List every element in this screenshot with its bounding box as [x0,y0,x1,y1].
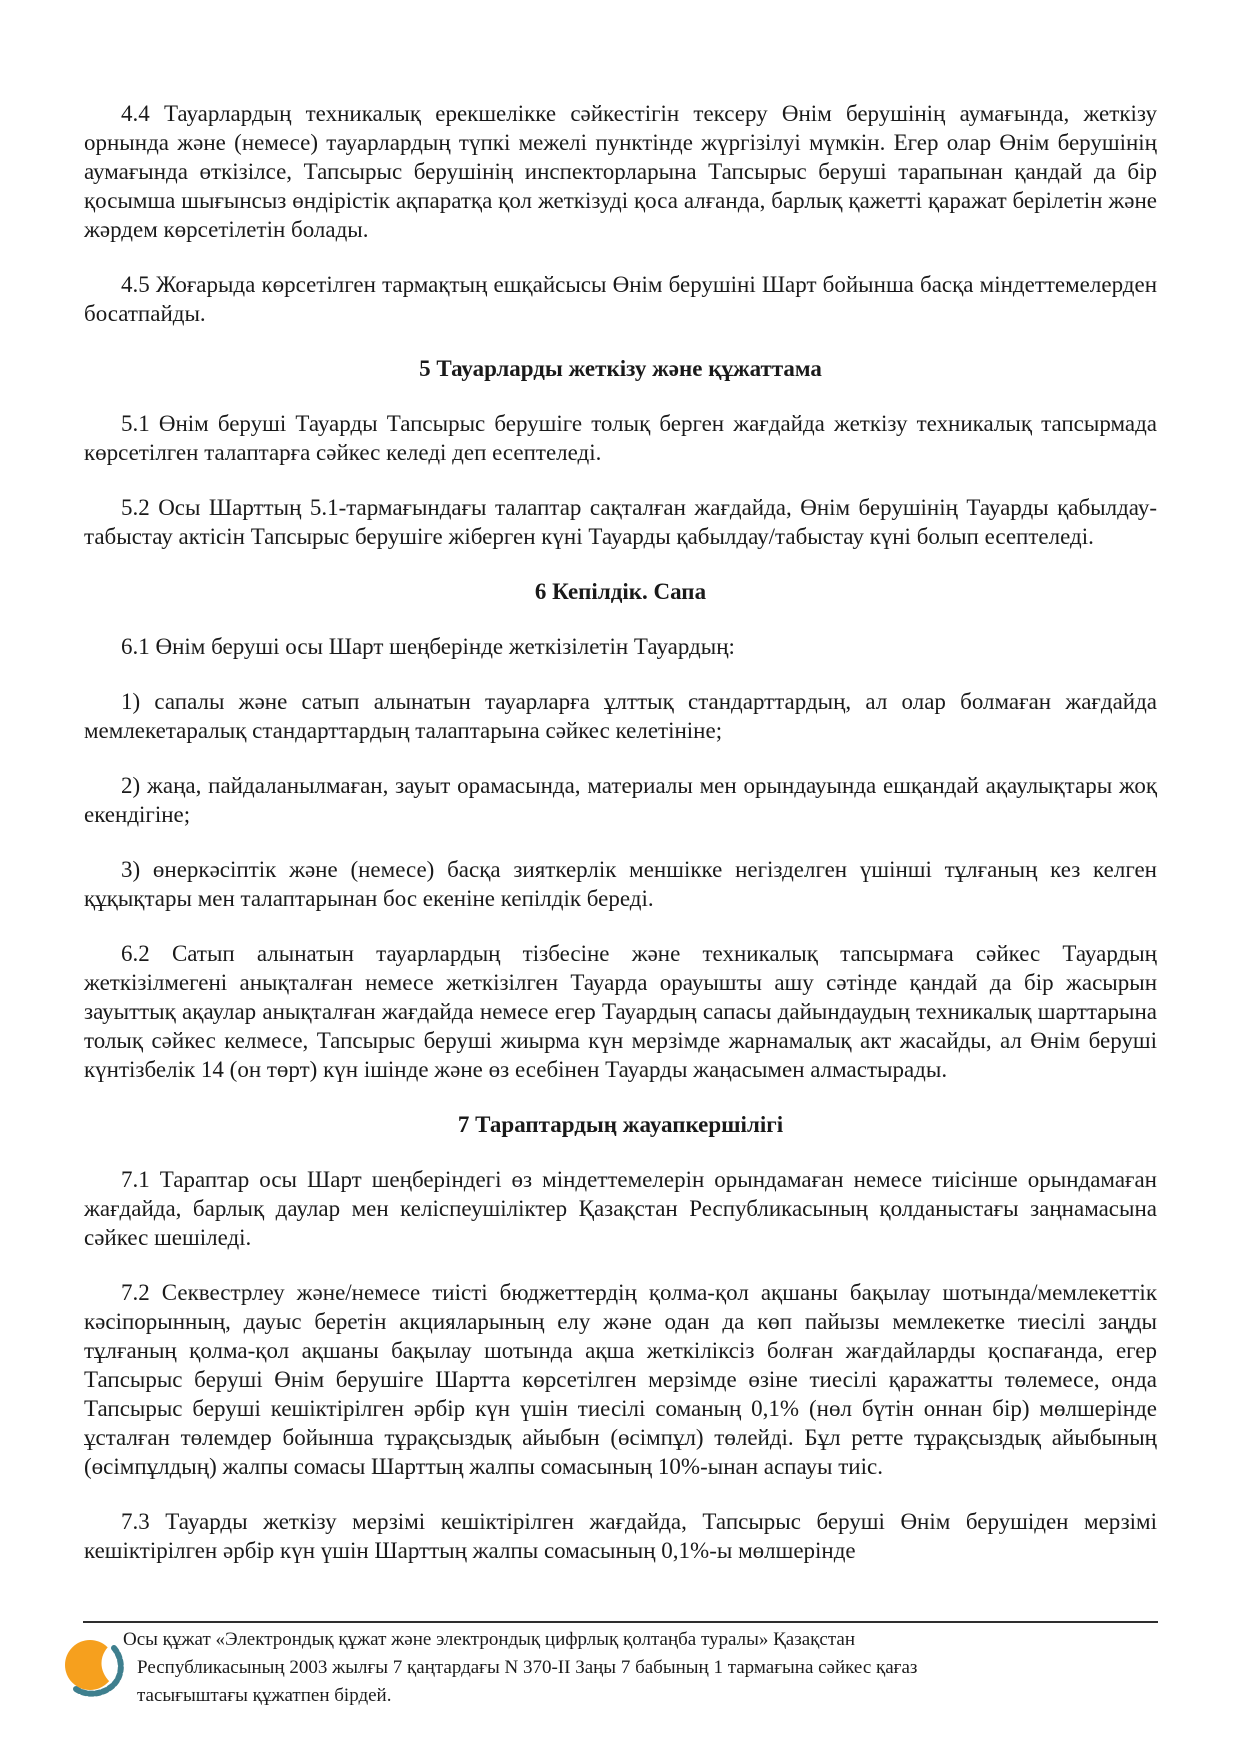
paragraph-4-5: 4.5 Жоғарыда көрсетілген тармақтың ешқайсысы Өнім берушіні Шарт бойынша басқа міндеттемелерден босатпайды. [84,272,1157,326]
paragraph-6-1: 6.1 Өнім беруші осы Шарт шеңберінде жеткізілетін Тауардың: [121,634,735,659]
list-item-1: 1) сапалы және сатып алынатын тауарларға ұлттық стандарттардың, ал олар болмаған жағдайда мемлекетаралық стандарттардың талаптарына сәйкес келетініне; [84,689,1157,743]
list-item-3: 3) өнеркәсіптік және (немесе) басқа зияткерлік меншікке негізделген үшінші тұлғаның кез келген құқықтары мен талаптарынан бос екеніне кепілдік береді. [84,857,1157,911]
section-heading-7-liability: 7 Тараптардың жауапкершілігі [457,1112,784,1137]
paragraph-6-2: 6.2 Сатып алынатын тауарлардың тізбесіне және техникалық тапсырмаға сәйкес Тауардың жеткізілмегені анықталған немесе жеткізілген Тауарда орауышты ашу сәтінде қандай да бір жасырын зауыттық ақаулар анықталған жағдайда немесе егер Тауардың сапасы дайындаудың техникалық шарттарына толық сәйкес келмесе, Тапсырыс беруші жиырма күн мерзімде жарнамалық акт жасайды, ал Өнім беруші күнтізбелік 14 (он төрт) күн ішінде және өз есебінен Тауарды жаңасымен алмастырады. [84,941,1157,1082]
section-heading-5-delivery: 5 Тауарларды жеткізу және құжаттама [419,356,822,381]
paragraph-4-4: 4.4 Тауарлардың техникалық ерекшелікке сәйкестігін тексеру Өнім берушінің аумағында, жеткізу орнында және (немесе) тауарлардың түпкі межелі пунктінде жүргізілуі мүмкін. Егер олар Өнім берушінің аумағында өткізілсе, Тапсырыс берушінің инспекторларына Тапсырыс беруші тарапынан қандай да бір қосымша шығынсыз өндірістік ақпаратқа қол жеткізуді қоса алғанда, барлық қажетті қаражат берілетін және жәрдем көрсетілетін болады. [84,101,1157,242]
footer-note-line-1: Осы құжат «Электрондық құжат және электрондық цифрлық қолтаңба туралы» Қазақстан [123,1629,855,1650]
paragraph-7-2: 7.2 Секвестрлеу және/немесе тиісті бюджеттердің қолма-қол ақшаны бақылау шотында/мемлекеттік кәсіпорынның, дауыс беретін акцияларының елу және одан да көп пайызы мемлекетке тиесілі заңды тұлғаның қолма-қол ақшаны бақылау шотында ақша жеткіліксіз болған жағдайларды қоспағанда, егер Тапсырыс беруші Өнім берушіге Шартта көрсетілген мерзімде өзіне тиесілі қаражатты төлемесе, онда Тапсырыс беруші кешіктірілген әрбір күн үшін тиесілі соманың 0,1% (нөл бүтін оннан бір) мөлшерінде ұсталған төлемдер бойынша тұрақсыздық айыбын (өсімпұл) төлейді. Бұл ретте тұрақсыздық айыбының (өсімпұлдың) жалпы сомасы Шарттың жалпы сомасының 10%-ынан аспауы тиіс. [84,1280,1157,1479]
footer-separator-line [83,1621,1158,1623]
paragraph-5-1: 5.1 Өнім беруші Тауарды Тапсырыс берушіге толық берген жағдайда жеткізу техникалық тапсырмада көрсетілген талаптарға сәйкес келеді деп есептеледі. [84,411,1157,465]
paragraph-7-1: 7.1 Тараптар осы Шарт шеңберіндегі өз міндеттемелерін орындамаған немесе тиісінше орындамаған жағдайда, барлық даулар мен келіспеушіліктер Қазақстан Республикасының қолданыстағы заңнамасына сәйкес шешіледі. [84,1167,1157,1250]
footer-legal-note [123,1626,1063,1710]
footer-note-line-2: Республикасының 2003 жылғы 7 қаңтардағы N 370-II Заңы 7 бабының 1 тармағына сәйкес қағаз [137,1657,918,1678]
document-content [84,99,1157,1591]
footer-note-line-3: тасығыштағы құжатпен бірдей. [137,1685,392,1706]
paragraph-7-3: 7.3 Тауарды жеткізу мерзімі кешіктірілген жағдайда, Тапсырыс беруші Өнім берушіден мерзімі кешіктірілген әрбір күн үшін Шарттың жалпы сомасының 0,1%-ы мөлшерінде [84,1509,1157,1563]
section-heading-6-warranty: 6 Кепілдік. Сапа [534,579,707,604]
paragraph-5-2: 5.2 Осы Шарттың 5.1-тармағындағы талаптар сақталған жағдайда, Өнім берушінің Тауарды қабылдау-табыстау актісін Тапсырыс берушіге жіберген күні Тауарды қабылдау/табыстау күні болып есептеледі. [84,495,1157,549]
egov-stamp-logo-icon [64,1640,130,1702]
list-item-2: 2) жаңа, пайдаланылмаған, зауыт орамасында, материалы мен орындауында ешқандай ақаулықтары жоқ екендігіне; [84,773,1157,827]
